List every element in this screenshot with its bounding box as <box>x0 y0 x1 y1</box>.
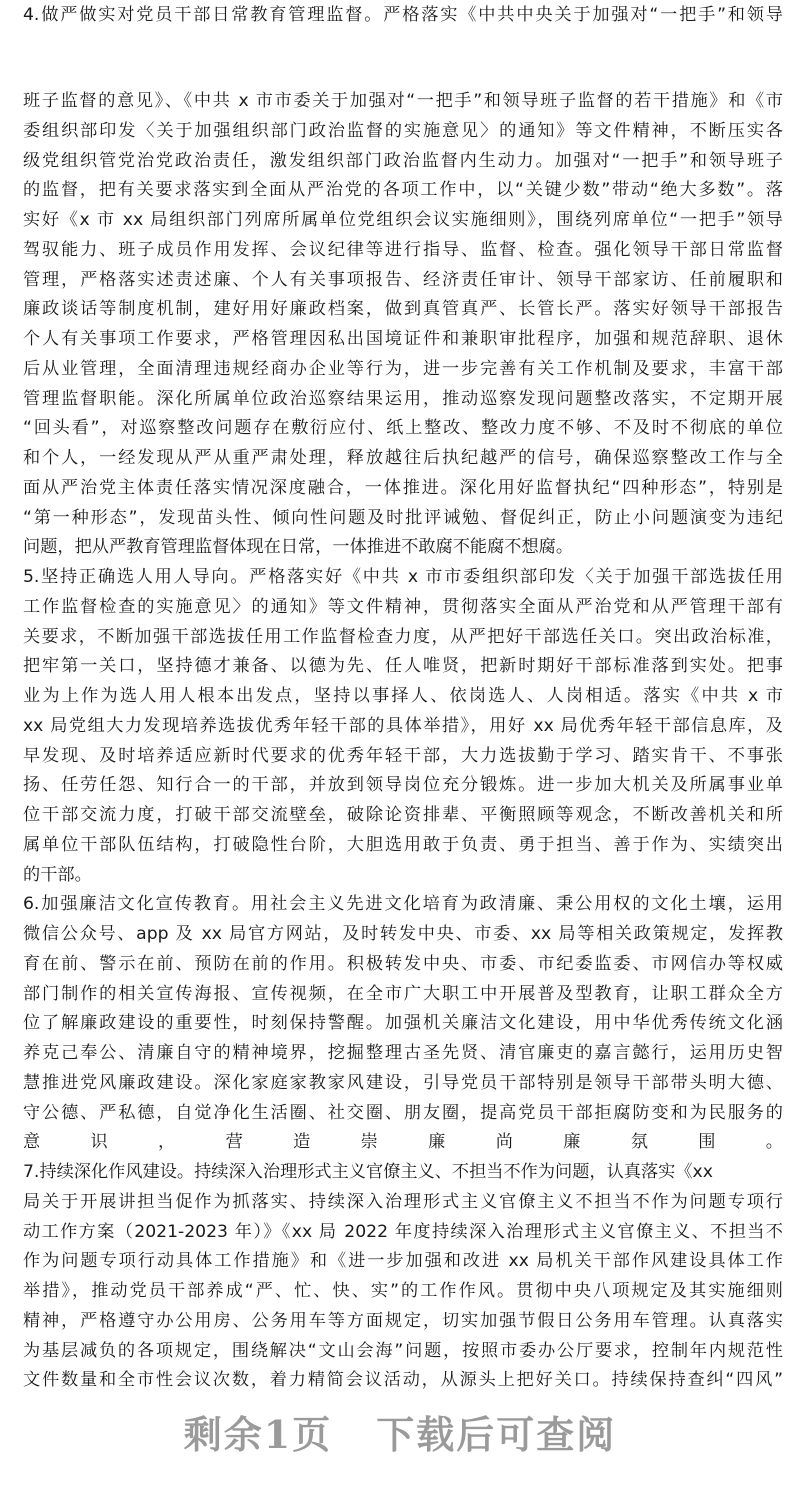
document-line: 扬、任劳任怨、知行合一的干部，并放到领导岗位充分锻炼。进一步加大机关及所属事业单 <box>23 775 783 796</box>
document-line: 的监督，把有关要求落实到全面从严治党的各项工作中，以“关键少数”带动“绝大多数”。落 <box>23 180 783 201</box>
document-line: 委组织部印发〈关于加强组织部门政治监督的实施意见〉的通知》等文件精神，不断压实各 <box>23 120 783 141</box>
document-line: 实好《x 市 xx 局组织部门列席所属单位党组织会议实施细则》，围绕列席单位“一把手”领导 <box>23 210 783 230</box>
document-line: 工作监督检查的实施意见〉的通知》等文件精神，贯彻落实全面从严治党和从严管理干部有 <box>23 596 783 617</box>
document-line: 位了解廉政建设的重要性，时刻保持警醒。加强机关廉洁文化建设，用中华优秀传统文化涵 <box>23 1013 783 1034</box>
document-line: 养克己奉公、清廉自守的精神境界，挖掘整理古圣先贤、清官廉吏的嘉言懿行，运用历史智 <box>23 1043 783 1063</box>
remaining-pages-label: 剩余1页 <box>183 1412 333 1457</box>
document-line: 问题，把从严教育管理监督体现在日常，一体推进不敢腐不能腐不想腐。 <box>23 537 574 558</box>
document-line: 把牢第一关口，坚持德才兼备、以德为先、任人唯贤，把新时期好干部标准落到实处。把事 <box>23 656 783 677</box>
document-line: 的干部。 <box>23 864 92 885</box>
document-line: 业为上作为选人用人根本出发点，坚持以事择人、依岗选人、人岗相适。落实《中共 x 市 <box>23 686 783 706</box>
first-line: 4.做严做实对党员干部日常教育管理监督。严格落实《中共中央关于加强对“一把手”和领导 <box>23 5 783 25</box>
document-line: 属单位干部队伍结构，打破隐性台阶，大胆选用敢于负责、勇于担当、善于作为、实绩突出 <box>23 834 783 855</box>
document-line: 驾驭能力、班子成员作用发挥、会议纪律等进行指导、监督、检查。强化领导干部日常监督 <box>23 239 783 260</box>
document-line: 6.加强廉洁文化宣传教育。用社会主义先进文化培育为政清廉、秉公用权的文化土壤，运用 <box>23 894 783 915</box>
document-line: 育在前、警示在前、预防在前的作用。积极转发中央、市委、市纪委监委、市网信办等权威 <box>23 953 783 974</box>
document-line: 为基层减负的各项规定，围绕解决“文山会海”问题，按照市委办公厅要求，控制年内规范性 <box>23 1340 783 1361</box>
document-line: 文件数量和全市性会议次数，着力精简会议活动，从源头上把好关口。持续保持查纠“四风” <box>23 1370 783 1391</box>
document-line: 和个人，一经发现从严从重严肃处理，释放越往后执纪越严的信号，确保巡察整改工作与全 <box>23 448 783 468</box>
document-line: “回头看”，对巡察整改问题存在敷衍应付、纸上整改、整改力度不够、不及时不彻底的单位 <box>23 418 783 439</box>
document-line: 7.持续深化作风建设。持续深入治理形式主义官僚主义、不担当不作为问题，认真落实《xx <box>23 1162 713 1182</box>
document-line: 早发现、及时培养适应新时代要求的优秀年轻干部，大力选拔勤于学习、踏实肯干、不事张 <box>23 745 783 766</box>
document-line: 部门制作的相关宣传海报、宣传视频，在全市广大职工中开展普及型教育，让职工群众全方 <box>23 983 783 1004</box>
document-line: 位干部交流力度，打破干部交流壁垒，破除论资排辈、平衡照顾等观念，不断改善机关和所 <box>23 805 783 825</box>
document-line: 作为问题专项行动具体工作措施》和《进一步加强和改进 xx 局机关干部作风建设具体工作 <box>23 1251 783 1272</box>
document-line: 守公德、严私德，自觉净化生活圈、社交圈、朋友圈，提高党员干部拒腐防变和为民服务的 <box>23 1102 783 1123</box>
document-line: 局关于开展讲担当促作为抓落实、持续深入治理形式主义官僚主义不担当不作为问题专项行 <box>23 1191 783 1212</box>
document-line: “第一种形态”，发现苗头性、倾向性问题及时批评诫勉、督促纠正，防止小问题演变为违纪 <box>23 507 783 528</box>
document-line: 级党组织管党治党政治责任，激发组织部门政治监督内生动力。加强对“一把手”和领导班子 <box>23 150 783 171</box>
document-line: 微信公众号、app 及 xx 局官方网站，及时转发中央、市委、xx 局等相关政策规定，发挥教 <box>23 924 783 944</box>
document-line: 举措》，推动党员干部养成“严、忙、快、实”的工作作风。贯彻中央八项规定及其实施细则 <box>23 1281 783 1301</box>
document-line: 后从业管理，全面清理违规经商办企业等行为，进一步完善有关工作机制及要求，丰富干部 <box>23 358 783 379</box>
document-line: 慧推进党风廉政建设。深化家庭家教家风建设，引导党员干部特别是领导干部带头明大德、 <box>23 1072 783 1093</box>
document-line: 意识，营造崇廉尚廉氛围。 <box>23 1132 783 1153</box>
download-hint-label: 下载后可查阅 <box>376 1412 617 1457</box>
document-line: 5.坚持正确选人用人导向。严格落实好《中共 x 市市委组织部印发〈关于加强干部选拔任用 <box>23 567 783 587</box>
document-line: 精神，严格遵守办公用房、公务用车等方面规定，切实加强节假日公务用车管理。认真落实 <box>23 1310 783 1331</box>
document-line: 管理监督职能。深化所属单位政治巡察结果运用，推动巡察发现问题整改落实，不定期开展 <box>23 388 783 409</box>
document-line: 面从严治党主体责任落实情况深度融合，一体推进。深化用好监督执纪“四种形态”，特别是 <box>23 477 783 498</box>
document-line: 管理，严格落实述责述廉、个人有关事项报告、经济责任审计、领导干部家访、任前履职和 <box>23 269 783 290</box>
document-line: 个人有关事项工作要求，严格管理因私出国境证件和兼职审批程序，加强和规范辞职、退休 <box>23 329 783 349</box>
document-line: 关要求，不断加强干部选拔任用工作监督检查力度，从严把好干部选任关口。突出政治标准， <box>23 626 783 647</box>
download-banner[interactable] <box>0 1400 800 1470</box>
document-line: xx 局党组大力发现培养选拔优秀年轻干部的具体举措》，用好 xx 局优秀年轻干部信息库，及 <box>23 715 783 736</box>
document-line: 动工作方案（2021-2023 年）》《xx 局 2022 年度持续深入治理形式主义官僚主义、不担当不 <box>23 1221 783 1242</box>
document-line: 班子监督的意见》、《中共 x 市市委关于加强对“一把手”和领导班子监督的若干措施》和《市 <box>23 91 783 111</box>
document-line: 廉政谈话等制度机制，建好用好廉政档案，做到真管真严、长管长严。落实好领导干部报告 <box>23 299 783 320</box>
